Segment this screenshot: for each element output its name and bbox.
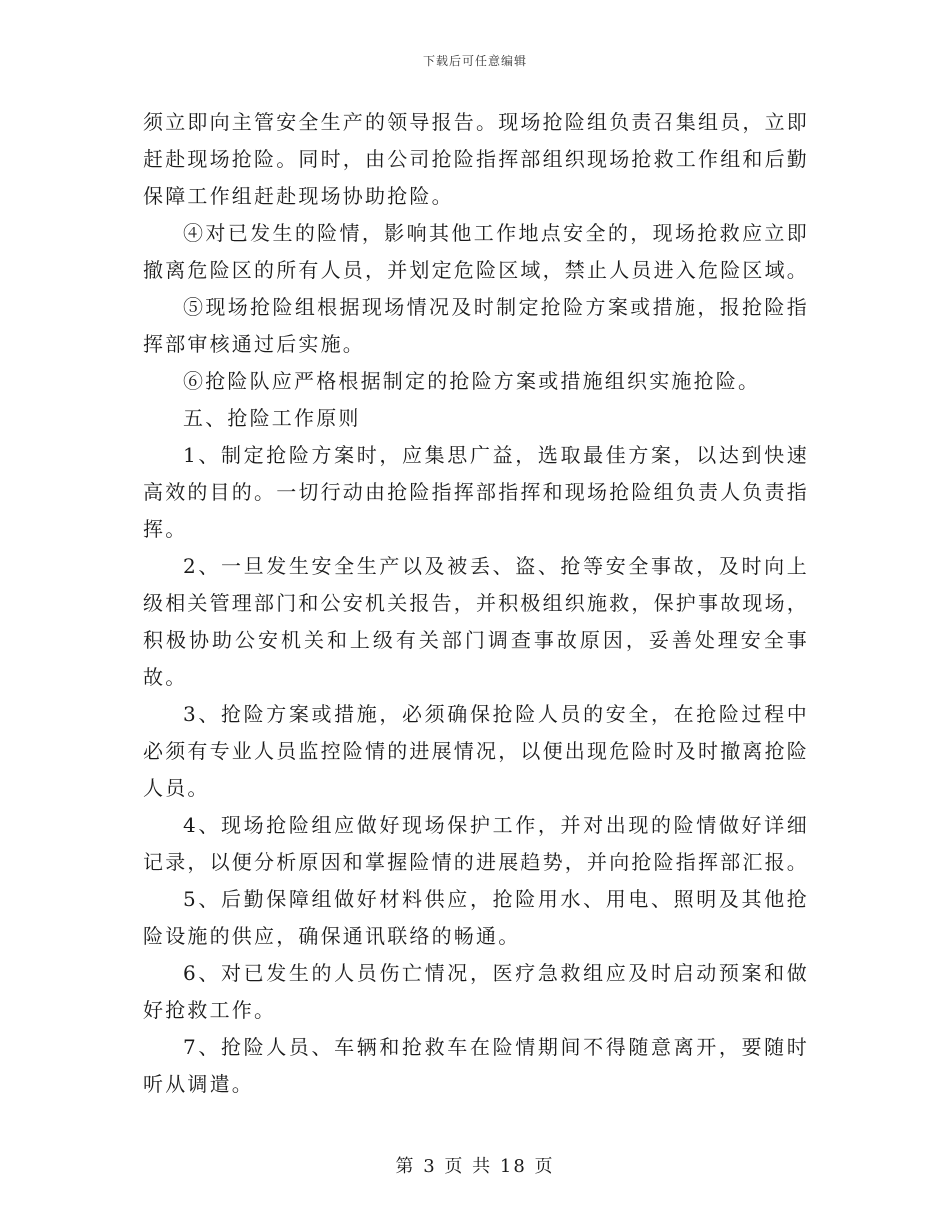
paragraph-1: ④对已发生的险情，影响其他工作地点安全的，现场抢救应立即撤离危险区的所有人员，并划定危险区域，禁止人员进入危险区域。 <box>143 221 809 282</box>
paragraph-9: 5、后勤保障组做好材料供应，抢险用水、用电、照明及其他抢险设施的供应，确保通讯联络的畅通。 <box>143 887 809 948</box>
footer-prefix: 第 <box>395 1156 416 1177</box>
footer-total-pages: 18 <box>499 1156 527 1177</box>
section-heading: 五、抢险工作原则 <box>183 406 361 430</box>
paragraph-10: 6、对已发生的人员伤亡情况，医疗急救组应及时启动预案和做好抢救工作。 <box>143 961 809 1022</box>
footer-current-page: 3 <box>423 1156 437 1177</box>
document-body <box>143 104 809 1103</box>
paragraph-6: 2、一旦发生安全生产以及被丢、盗、抢等安全事故，及时向上级相关管理部门和公安机关报告，并积极组织施救，保护事故现场，积极协助公安机关和上级有关部门调查事故原因，妥善处理安全事故。 <box>143 554 809 689</box>
paragraph-5: 1、制定抢险方案时，应集思广益，选取最佳方案，以达到快速高效的目的。一切行动由抢险指挥部指挥和现场抢险组负责人负责指挥。 <box>143 443 809 541</box>
footer-middle: 页 共 <box>444 1156 493 1177</box>
footer-suffix: 页 <box>534 1156 555 1177</box>
paragraph-11: 7、抢险人员、车辆和抢救车在险情期间不得随意离开，要随时听从调遣。 <box>143 1035 809 1096</box>
page-header-note: 下载后可任意编辑 <box>422 54 527 68</box>
paragraph-8: 4、现场抢险组应做好现场保护工作，并对出现的险情做好详细记录，以便分析原因和掌握险情的进展趋势，并向抢险指挥部汇报。 <box>143 813 809 874</box>
page-footer <box>0 1152 950 1178</box>
paragraph-0: 须立即向主管安全生产的领导报告。现场抢险组负责召集组员，立即赶赴现场抢险。同时，由公司抢险指挥部组织现场抢救工作组和后勤保障工作组赶赴现场协助抢险。 <box>143 110 809 208</box>
paragraph-2: ⑤现场抢险组根据现场情况及时制定抢险方案或措施，报抢险指挥部审核通过后实施。 <box>143 295 809 356</box>
paragraph-7: 3、抢险方案或措施，必须确保抢险人员的安全，在抢险过程中必须有专业人员监控险情的进展情况，以便出现危险时及时撤离抢险人员。 <box>143 702 809 800</box>
paragraph-3: ⑥抢险队应严格根据制定的抢险方案或措施组织实施抢险。 <box>183 369 761 393</box>
